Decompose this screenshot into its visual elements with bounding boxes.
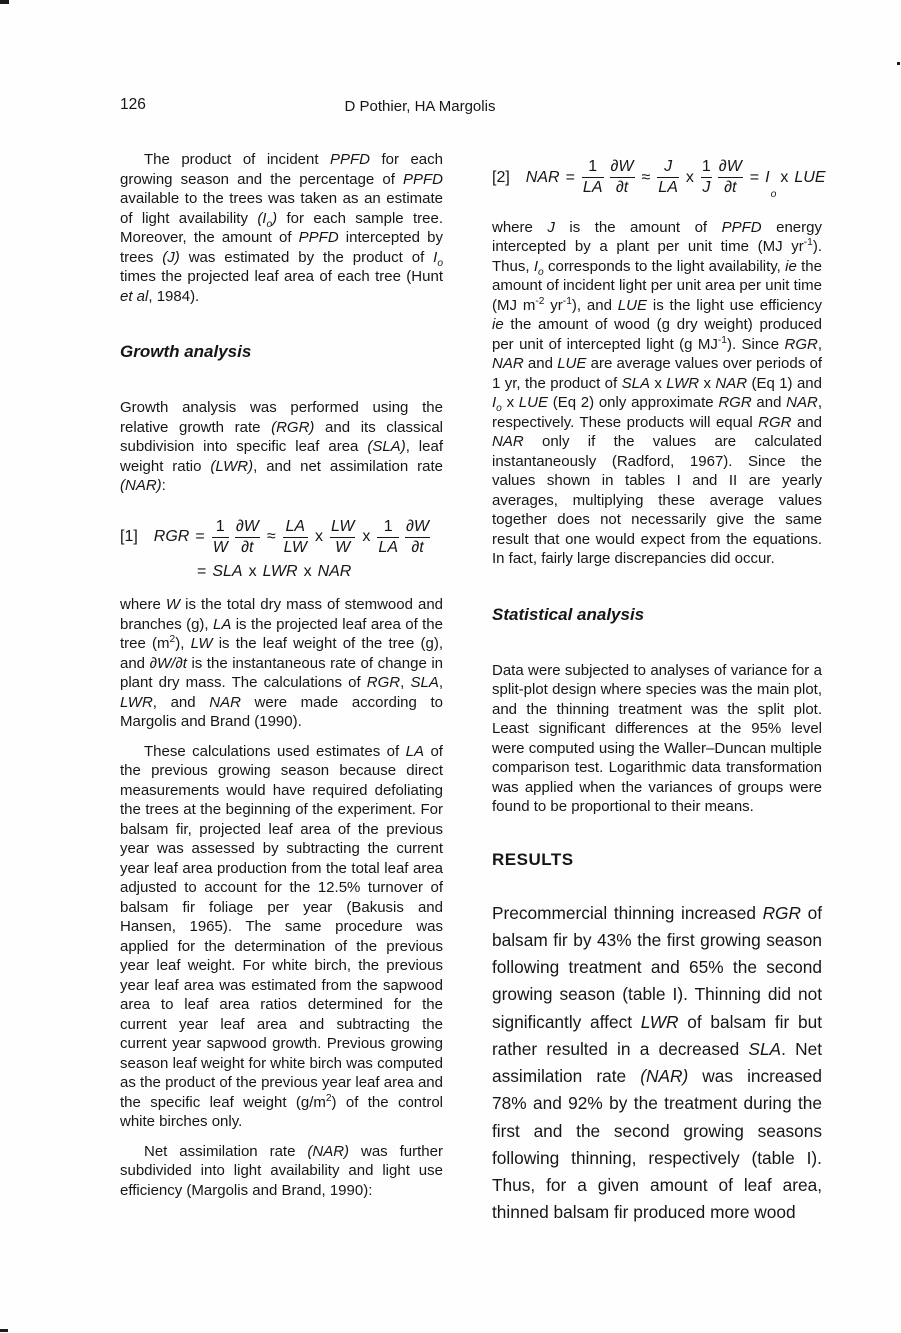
- page-number: 126: [120, 96, 146, 113]
- paragraph-where-1: where W is the total dry mass of stemwood and branches (g), LA is the projected leaf area of the tree $(m^2)$, LW is the leaf weight of the tree (g), and ∂W/∂t is the instantaneous rate of change in plant dry mass. The calculations of RGR, SLA, LWR, and NAR were made according to Margolis and Brand (1990).: [120, 596, 444, 731]
- paragraph-nar-subdivision: Net assimilation rate (NAR) was further subdivided into light availability and light use efficiency (Margolis and Brand, 1990):: [120, 1142, 443, 1199]
- equation-1-line-2: = SLA x LWR x NAR: [197, 563, 352, 581]
- section-heading-results: RESULTS: [492, 849, 574, 869]
- paragraph-results: Precommercial thinning increased RGR of balsam fir by 43% the first growing season following treatment and 65% the second growing season (table I). Thinning did not significantly affect LWR of balsam fir but rather resulted in a decreased SLA. Net assimilation rate (NAR) was increased 78% and 92% by the treatment during the first and the second growing seasons following thinning, respectively (table I). Thus, for a given amount of leaf area, thinned balsam fir produced more wood: [492, 902, 822, 1223]
- paragraph-calculations: These calculations used estimates of LA of the previous growing season because direct measurements would have required defoliating the trees at the beginning of the experiment. For balsam fir, projected leaf area of the previous year was assessed by subtracting the current year leaf area production from the total leaf area adjusted to account for the 12.5% turnover of balsam fir foliage per year (Bakusis and Hansen, 1965). The same procedure was applied for the determination of the previous year leaf weight. For white birch, the previous year leaf area was estimated from the sapwood area to leaf area ratios determined for the current year leaf area and subtracting the current year sapwood growth. Previous growing season leaf weight for white birch was computed as the product of the previous year leaf area and the specific leaf weight $(g/m^2)$ of the control white birches only.: [120, 742, 443, 1131]
- section-heading-statistical-analysis: Statistical analysis: [492, 604, 645, 624]
- paragraph-statistical: Data were subjected to analyses of variance for a split-plot design where species was the main plot, and the thinning treatment was the split plot. Least significant differences at the 95% level were computed using the Waller–Duncan multiple comparison test. Logarithmic data transformation was applied when the variances of groups were found to be proportional to their means.: [492, 661, 822, 816]
- paragraph-growth-analysis: Growth analysis was performed using the relative growth rate (RGR) and its classical subdivision into specific leaf area (SLA), leaf weight ratio (LWR), and net assimilation rate (NAR):: [120, 399, 443, 494]
- scan-artifact: [0, 0, 9, 4]
- equation-2: [492, 158, 826, 200]
- running-title-text: D Pothier, HA Margolis: [344, 98, 496, 115]
- scan-artifact: [0, 1329, 8, 1332]
- paragraph-intro: The product of incident PPFD for each growing season and the percentage of PPFD available to the trees was taken as an estimate of light availability $(I_o)$ for each sample tree. Moreover, the amount of PPFD intercepted by trees (J) was estimated by the product of $I_o$ times the projected leaf area of each tree (Hunt et al, 1984).: [120, 151, 444, 305]
- running-title: [0, 98, 840, 115]
- left-column: [120, 150, 443, 1200]
- equation-2-line-1: [2] NAR = $\frac{1}{LA}$ $\frac{\partial W}{\partial t}$ ≈ $\frac{J}{LA}$ x $\frac{1}{J}$ $\frac{\partial W}{\partial t}$ = I o x LUE: [492, 158, 826, 200]
- section-heading-growth-analysis: Growth analysis: [120, 342, 252, 361]
- scan-artifact: [897, 62, 900, 65]
- equation-1: [120, 518, 443, 582]
- equation-1-line-1: [1] RGR = $\frac{1}{W}$ $\frac{\partial W}{\partial t}$ ≈ $\frac{LA}{LW}$ x $\frac{LW}{W}$ x $\frac{1}{LA}$ $\frac{\partial W}{\partial t}$: [120, 517, 430, 556]
- paragraph-where-2: where J is the amount of PPFD energy intercepted by a plant per unit time (MJ $yr^{-1}$). Thus, $I_o$ corresponds to the light availability, ie the amount of incident light per unit area per unit time (MJ $m^{-2}$ $yr^{-1}$), and LUE is the light use efficiency ie the amount of wood (g dry weight) produced per unit of intercepted light (g $MJ^{-1}$). Since RGR, NAR and LUE are average values over periods of 1 yr, the product of SLA x LWR x NAR (Eq 1) and $I_o$ x LUE (Eq 2) only approximate RGR and NAR, respectively. These products will equal RGR and NAR only if the values are calculated instantaneously (Radford, 1967). Since the values shown in tables I and II are yearly averages, multiplying these average values together does not necessarily give the same result that one would expect from the equations. In fact, fairly large discrepancies did occur.: [492, 218, 823, 568]
- right-column: [492, 150, 826, 1227]
